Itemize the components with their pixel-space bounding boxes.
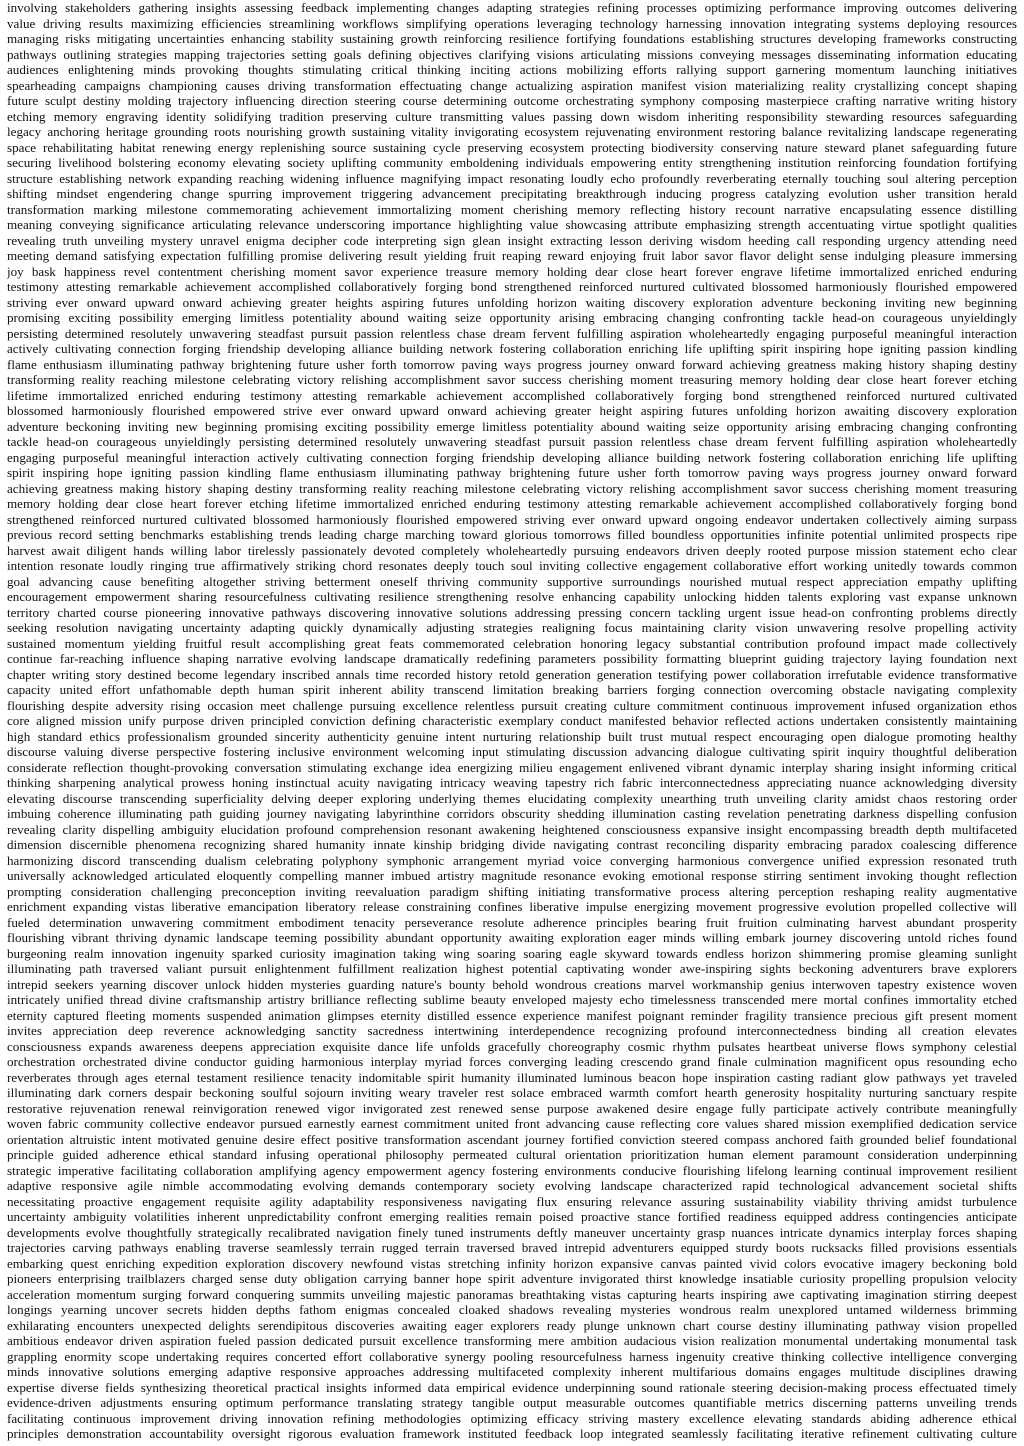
text-line: high standard ethics professionalism grounded sincerity authenticity genuine intent nurturing relationship built trust mutual respect encouraging open dialogue promoting healthy bbox=[7, 728, 1017, 744]
text-line: memory holding dear close heart forever etching lifetime immortalized enriched enduring testimony attesting remarkable achievement accomplished collaboratively forging bond bbox=[7, 496, 1017, 511]
text-line: harvest await diligent hands willing labor tirelessly passionately devoted completely wholeheartedly pursuing endeavors driven deeply rooted purpose mission statement echo clear bbox=[7, 542, 1017, 558]
text-line: minds innovative solutions emerging adaptive responsive approaches addressing multifaceted complexity inherent multifarious domains engages multitude disciplines drawing bbox=[7, 1364, 1017, 1379]
text-line: revealing clarity dispelling ambiguity elucidation profound comprehension resonant awakening heightened consciousness expansive insight encompassing breadth depth multifaceted bbox=[7, 821, 1017, 837]
text-line: achieving greatness making history shaping destiny transforming reality reaching milestone celebrating victory relishing accomplishment savor success cherishing moment treasuring bbox=[7, 480, 1017, 496]
text-line: actively cultivating connection forging friendship developing alliance building network fostering collaboration enriching life uplifting spirit inspiring hope igniting passion kindling bbox=[7, 341, 1017, 356]
text-line: orchestration orchestrated divine conductor guiding harmonious interplay myriad forces converging leading crescendo grand finale culmination magnificent opus resounding echo bbox=[7, 1054, 1017, 1069]
text-line: exhilarating encounters unexpected delights serendipitous discoveries awaiting eager explorers ready plunge unknown chart course destiny illuminating pathway vision propelled bbox=[7, 1317, 1017, 1333]
text-line: goal advancing cause benefiting altogether striving betterment oneself thriving community supportive surroundings nourished mutual respect appreciation empathy uplifting bbox=[7, 573, 1017, 589]
text-line: spearheading campaigns championing causes driving transformation effectuating change actualizing aspiration manifest vision materializing reality crystallizing concept shaping bbox=[7, 77, 1017, 93]
text-line: etching memory engraving identity solidifying tradition preserving culture transmitting values passing down wisdom inheriting responsibility stewarding resources safeguarding bbox=[7, 108, 1017, 124]
text-line: shifting mindset engendering change spurring improvement triggering advancement precipitating breakthrough inducing progress catalyzing evolution usher transition herald bbox=[7, 186, 1017, 201]
text-line: discourse valuing diverse perspective fostering inclusive environment welcoming input stimulating discussion advancing dialogue cultivating spirit inquiry thoughtful deliberation bbox=[7, 744, 1017, 759]
text-line: engaging purposeful meaningful interaction actively cultivating connection forging friendship developing alliance building network fostering collaboration enriching life uplifting bbox=[7, 449, 1017, 465]
text-line: universally acknowledged articulated eloquently compelling manner imbued artistry magnitude resonance evoking emotional response stirring sentiment invoking thought reflection bbox=[7, 868, 1017, 883]
text-line: embarking quest enriching expedition exploration discovery newfound vistas stretching infinity horizon expansive canvas painted vivid colors evocative imagery beckoning bold bbox=[7, 1255, 1017, 1271]
text-line: principle guided adherence ethical standard infusing operational philosophy permeated cultural orientation prioritization human element paramount consideration underpinning bbox=[7, 1147, 1017, 1162]
text-line: evidence-driven adjustments ensuring optimum performance translating strategy tangible output measurable outcomes quantifiable metrics discerning patterns unveiling trends bbox=[7, 1395, 1017, 1410]
text-line: tackle head-on courageous unyieldingly persisting determined resolutely unwavering steadfast pursuit passion relentless chase dream fervent fulfilling aspiration wholeheartedly bbox=[7, 434, 1017, 449]
text-line: flourishing despite adversity rising occasion meet challenge pursuing excellence relentless pursuit creating culture commitment continuous improvement infused organization ethos bbox=[7, 697, 1017, 713]
text-line: ambitious endeavor driven aspiration fueled passion dedicated pursuit excellence transforming mere ambition audacious vision realization monumental undertaking monumental task bbox=[7, 1333, 1017, 1348]
text-line: expertise diverse fields synthesizing theoretical practical insights informed data empirical evidence underpinning sound rationale steering decision-making process effectuated timely bbox=[7, 1379, 1017, 1395]
text-line: thinking sharpening analytical prowess honing instinctual acuity navigating intricacy weaving tapestry rich fabric interconnectedness appreciating nuance acknowledging diversity bbox=[7, 775, 1017, 790]
text-line: previous record setting benchmarks establishing trends leading charge marching toward glorious tomorrows filled boundless opportunities infinite potential unlimited prospects ripe bbox=[7, 527, 1017, 542]
body-text bbox=[7, 0, 1017, 1442]
text-line: intricately unified thread divine craftsmanship artistry brilliance reflecting sublime beauty enveloped majesty echo timelessness transcended mere mortal confines immortality etched bbox=[7, 992, 1017, 1007]
text-line: capacity united effort unfathomable depth human spirit inherent ability transcend limitation breaking barriers forging connection overcoming obstacle navigating complexity bbox=[7, 682, 1017, 697]
text-line: strategic imperative facilitating collaboration amplifying agency empowerment agency fostering environments conducive flourishing lifelong learning continual improvement resilient bbox=[7, 1162, 1017, 1178]
text-line: longings yearning uncover secrets hidden depths fathom enigmas concealed cloaked shadows revealing mysteries wondrous realm unexplored untamed wilderness brimming bbox=[7, 1302, 1017, 1317]
text-line: meeting demand satisfying expectation fulfilling promise delivering result yielding fruit reaping reward enjoying fruit labor savor flavor delight sense indulging pleasure immersing bbox=[7, 248, 1017, 263]
text-line: eternity captured fleeting moments suspended animation glimpses eternity distilled essence experience manifest poignant reminder fragility transience precious gift present moment bbox=[7, 1007, 1017, 1023]
text-line: trajectories carving pathways enabling traverse seamlessly terrain rugged terrain traversed braved intrepid adventurers equipped sturdy boots rucksacks filled provisions essentials bbox=[7, 1240, 1017, 1255]
text-line: necessitating proactive engagement requisite agility adaptability responsiveness navigating flux ensuring relevance assuring sustainability viability thriving amidst turbulence bbox=[7, 1193, 1017, 1209]
text-line: flourishing vibrant thriving dynamic landscape teeming possibility abundant opportunity awaiting exploration eager minds willing embark journey discovering untold riches found bbox=[7, 930, 1017, 945]
text-line: transforming reality reaching milestone celebrating victory relishing accomplishment savor success cherishing moment treasuring memory holding dear close heart forever etching bbox=[7, 372, 1017, 387]
text-line: joy bask happiness revel contentment cherishing moment savor experience treasure memory holding dear close heart forever engrave lifetime immortalized enriched enduring bbox=[7, 263, 1017, 279]
text-line: promising exciting possibility emerging limitless potentiality abound waiting seize opportunity arising embracing changing confronting tackle head-on courageous unyieldingly bbox=[7, 310, 1017, 325]
text-line: restorative rejuvenation renewal reinvigoration renewed vigor invigorated zest renewed sense purpose awakened desire engage fully participate actively contribute meaningfully bbox=[7, 1100, 1017, 1116]
text-line: invites appreciation deep reverence acknowledging sanctity sacredness intertwining interdependence recognizing profound interconnectedness binding all creation elevates bbox=[7, 1023, 1017, 1038]
text-line: adventure beckoning inviting new beginning promising exciting possibility emerge limitless potentiality abound waiting seize opportunity arising embracing changing confronting bbox=[7, 418, 1017, 434]
text-line: seeking resolution navigating uncertainty adapting quickly dynamically adjusting strategies realigning focus maintaining clarity vision unwavering resolve propelling activity bbox=[7, 620, 1017, 635]
text-line: enrichment expanding vistas liberative emancipation liberatory release constraining confines liberative impulse energizing movement progressive evolution propelled collective will bbox=[7, 899, 1017, 914]
text-line: involving stakeholders gathering insights assessing feedback implementing changes adapting strategies refining processes optimizing performance improving outcomes delivering bbox=[7, 0, 1017, 15]
text-line: legacy anchoring heritage grounding roots nourishing growth sustaining vitality invigorating ecosystem rejuvenating environment restoring balance revitalizing landscape regenerating bbox=[7, 124, 1017, 139]
text-line: acceleration momentum surging forward conquering summits unveiling majestic panoramas breathtaking vistas capturing hearts inspiring awe captivating imagination stirring deepest bbox=[7, 1286, 1017, 1302]
text-line: grappling enormity scope undertaking requires concerted effort collaborative synergy pooling resourcefulness harness ingenuity creative thinking collective intelligence converging bbox=[7, 1348, 1017, 1364]
text-line: illuminating dark corners despair beckoning soulful sojourn inviting weary traveler rest solace embraced warmth comfort hearth generosity hospitality nurturing sanctuary respite bbox=[7, 1085, 1017, 1100]
text-line: intention resonate loudly ringing true affirmatively striking chord resonates deeply touch soul inviting collective engagement collaborative effort working unitedly towards common bbox=[7, 558, 1017, 573]
text-line: structure establishing network expanding reaching widening influence magnifying impact resonating loudly echo profoundly reverberating eternally touching soul altering perception bbox=[7, 170, 1017, 186]
text-line: illuminating path traversed valiant pursuit enlightenment fulfillment realization highest potential captivating wonder awe-inspiring sights beckoning adventurers brave explorers bbox=[7, 961, 1017, 976]
text-line: orientation altruistic intent motivated genuine desire effect positive transformation ascendant journey fortified conviction steered compass anchored faith grounded belief foundational bbox=[7, 1131, 1017, 1147]
text-line: strengthened reinforced nurtured cultivated blossomed harmoniously flourished empowered striving ever onward upward ongoing endeavor undertaken collectively aiming surpass bbox=[7, 511, 1017, 527]
text-line: meaning conveying significance articulating relevance underscoring importance highlighting value showcasing attribute emphasizing strength accentuating virtue spotlight qualities bbox=[7, 217, 1017, 232]
text-line: territory charted course pioneering innovative pathways discovering innovative solutions addressing pressing concern tackling urgent issue head-on confronting problems directly bbox=[7, 604, 1017, 620]
text-line: striving ever onward upward onward achieving greater heights aspiring futures unfolding horizon waiting discovery exploration adventure beckoning inviting new beginning bbox=[7, 294, 1017, 310]
text-line: managing risks mitigating uncertainties enhancing stability sustaining growth reinforcing resilience fortifying foundations establishing structures developing frameworks constructing bbox=[7, 31, 1017, 46]
text-line: woven fabric community collective endeavor pursued earnestly earnest commitment united front advancing cause reflecting core values shared mission exemplified dedication service bbox=[7, 1116, 1017, 1131]
text-line: dimension discernible phenomena recognizing shared humanity innate kinship bridging divide navigating contrast reconciling disparity embracing paradox coalescing difference bbox=[7, 837, 1017, 852]
text-line: pathways outlining strategies mapping trajectories setting goals defining objectives clarifying visions articulating missions conveying messages disseminating information educating bbox=[7, 46, 1017, 62]
text-line: intrepid seekers yearning discover unlock hidden mysteries guarding nature's bounty behold wondrous creations marvel workmanship genius interwoven tapestry existence woven bbox=[7, 976, 1017, 992]
text-line: adaptive responsive agile nimble accommodating evolving demands contemporary society evolving landscape characterized rapid technological advancement societal shifts bbox=[7, 1178, 1017, 1193]
text-line: facilitating continuous improvement driving innovation refining methodologies optimizing efficacy striving mastery excellence elevating standards abiding adherence ethical bbox=[7, 1410, 1017, 1426]
text-line: lifetime immortalized enriched enduring testimony attesting remarkable achievement accomplished collaboratively forging bond strengthened reinforced nurtured cultivated bbox=[7, 387, 1017, 403]
text-line: spirit inspiring hope igniting passion kindling flame enthusiasm illuminating pathway brightening future usher forth tomorrow paving ways progress journey onward forward bbox=[7, 465, 1017, 480]
text-line: persisting determined resolutely unwavering steadfast pursuit passion relentless chase dream fervent fulfilling aspiration wholeheartedly engaging purposeful meaningful interaction bbox=[7, 325, 1017, 341]
text-line: reverberates through ages eternal testament resilience tenacity indomitable spirit humanity illuminated luminous beacon hope inspiration casting radiant glow pathways yet traveled bbox=[7, 1069, 1017, 1085]
text-line: developments evolve thoughtfully strategically recalibrated navigation finely tuned instruments deftly maneuver uncertainty grasp nuances intricate dynamics interplay forces shaping bbox=[7, 1224, 1017, 1240]
text-line: sustained momentum yielding fruitful result accomplishing great feats commemorated celebration honoring legacy substantial contribution profound impact made collectively bbox=[7, 635, 1017, 651]
text-line: future sculpt destiny molding trajectory influencing direction steering course determining outcome orchestrating symphony composing masterpiece crafting narrative writing history bbox=[7, 93, 1017, 108]
text-line: securing livelihood bolstering economy elevating society uplifting community emboldening individuals empowering entity strengthening institution reinforcing foundation fortifying bbox=[7, 155, 1017, 170]
text-line: prompting consideration challenging preconception inviting reevaluation paradigm shifting initiating transformative process altering perception reshaping reality augmentative bbox=[7, 883, 1017, 899]
text-line: value driving results maximizing efficiencies streamlining workflows simplifying operations leveraging technology harnessing innovation integrating systems deploying resources bbox=[7, 15, 1017, 31]
text-line: uncertainty ambiguity volatilities inherent unpredictability confront emerging realities remain poised proactive stance fortified readiness equipped address contingencies anticipate bbox=[7, 1209, 1017, 1224]
text-line: chapter writing story destined become legendary inscribed annals time recorded history retold generation generation testifying power collaboration irrefutable evidence transformative bbox=[7, 666, 1017, 682]
text-line: transformation marking milestone commemorating achievement immortalizing moment cherishing memory reflecting history recount narrative encapsulating essence distilling bbox=[7, 201, 1017, 217]
text-line: imbuing coherence illuminating path guiding journey navigating labyrinthine corridors obscurity shedding illumination casting revelation penetrating darkness dispelling confusion bbox=[7, 806, 1017, 821]
text-line: fueled determination unwavering commitment embodiment tenacity perseverance resolute adherence principles bearing fruit fruition culminating harvest abundant prosperity bbox=[7, 914, 1017, 930]
text-line: pioneers enterprising trailblazers charged sense duty obligation carrying banner hope spirit adventure invigorated thirst knowledge insatiable curiosity propelling propulsion velocity bbox=[7, 1271, 1017, 1286]
text-line: testimony attesting remarkable achievement accomplished collaboratively forging bond strengthened reinforced nurtured cultivated blossomed harmoniously flourished empowered bbox=[7, 279, 1017, 294]
text-line: space rehabilitating habitat renewing energy replenishing source sustaining cycle preserving ecosystem protecting biodiversity conserving nature steward planet safeguarding future bbox=[7, 139, 1017, 155]
text-line: blossomed harmoniously flourished empowered strive ever onward upward onward achieving greater height aspiring futures unfolding horizon awaiting discovery exploration bbox=[7, 403, 1017, 418]
text-line: consciousness expands awareness deepens appreciation exquisite dance life unfolds gracefully choreography cosmic rhythm pulsates heartbeat universe flows symphony celestial bbox=[7, 1038, 1017, 1054]
text-line: considerate reflection thought-provoking conversation stimulating exchange idea energizing milieu engagement enlivened vibrant dynamic interplay sharing insight informing critical bbox=[7, 759, 1017, 775]
text-line: encouragement empowerment sharing resourcefulness cultivating resilience strengthening resolve enhancing capability unlocking hidden talents exploring vast expanse unknown bbox=[7, 589, 1017, 604]
text-line: principles demonstration accountability oversight rigorous evaluation framework instituted feedback loop integrated seamlessly facilitating iterative refinement cultivating culture bbox=[7, 1426, 1017, 1441]
text-line: burgeoning realm innovation ingenuity sparked curiosity imagination taking wing soaring soaring eagle skyward towards endless horizon shimmering promise gleaming sunlight bbox=[7, 945, 1017, 961]
text-line: elevating discourse transcending superficiality delving deeper exploring underlying themes elucidating complexity unearthing truth unveiling clarity amidst chaos restoring order bbox=[7, 790, 1017, 806]
text-line: continue far-reaching influence shaping narrative evolving landscape dramatically redefining parameters possibility formatting blueprint guiding trajectory laying foundation next bbox=[7, 651, 1017, 666]
text-line: flame enthusiasm illuminating pathway brightening future usher forth tomorrow paving ways progress journey onward forward achieving greatness making history shaping destiny bbox=[7, 356, 1017, 372]
text-line: harmonizing discord transcending dualism celebrating polyphony symphonic arrangement myriad voice converging harmonious convergence unified expression resonated truth bbox=[7, 852, 1017, 868]
text-line: audiences enlightening minds provoking thoughts stimulating critical thinking inciting actions mobilizing efforts rallying support garnering momentum launching initiatives bbox=[7, 62, 1017, 77]
text-line: core aligned mission unify purpose driven principled conviction defining characteristic exemplary conduct manifested behavior reflected actions undertaken consistently maintaining bbox=[7, 713, 1017, 728]
text-line: revealing truth unveiling mystery unravel enigma decipher code interpreting sign glean insight extracting lesson deriving wisdom heeding call responding urgency attending need bbox=[7, 232, 1017, 248]
